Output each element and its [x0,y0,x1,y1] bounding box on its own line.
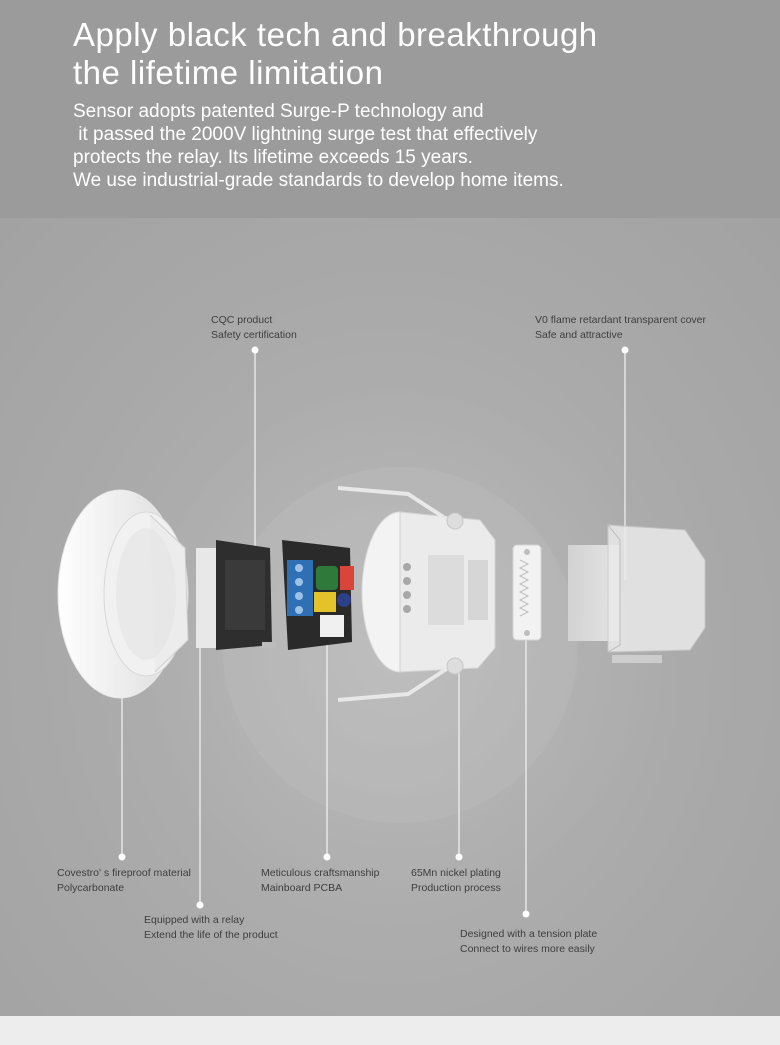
relay-board [196,540,276,650]
callout-tension-line-2: Connect to wires more easily [460,943,595,955]
callout-cover-line-2: Safe and attractive [535,329,623,341]
description-line-3: protects the relay. Its lifetime exceeds 15 years. [73,147,473,168]
callout-relay [144,913,278,943]
callout-plating-line-1: 65Mn nickel plating [411,867,501,879]
leader-dot-cover [622,347,629,354]
callout-material-line-1: Covestro' s fireproof material [57,867,191,879]
callout-material-line-2: Polycarbonate [57,882,125,894]
callout-tension [460,927,597,957]
leader-dot-pcba [324,854,331,861]
description-line-4: We use industrial-grade standards to develop home items. [73,170,564,191]
callout-cqc [211,313,297,343]
leader-dot-relay [197,902,204,909]
description-line-2: it passed the 2000V lightning surge test that effectively [73,124,538,145]
headline-line-2: the lifetime limitation [73,54,384,91]
callout-pcba [261,866,379,896]
callout-relay-line-1: Equipped with a relay [144,914,245,926]
tension-plate [513,545,541,640]
callout-material [57,866,191,896]
callout-tension-line-1: Designed with a tension plate [460,928,598,940]
description-line-1: Sensor adopts patented Surge-P technology and [73,101,484,122]
callout-cover [535,313,706,343]
mainboard-pcba [282,540,354,650]
callout-plating-line-2: Production process [411,882,501,894]
headline-line-1: Apply black tech and breakthrough [73,16,598,53]
callout-cqc-line-1: CQC product [211,314,273,326]
callout-pcba-line-1: Meticulous craftsmanship [261,867,380,879]
leader-dot-cqc [252,347,259,354]
footer-strip [0,1016,780,1045]
callout-relay-line-2: Extend the life of the product [144,929,278,941]
callout-plating [411,866,501,896]
leader-dot-material [119,854,126,861]
leader-dot-plating [456,854,463,861]
callout-cover-line-1: V0 flame retardant transparent cover [535,314,707,326]
callout-cqc-line-2: Safety certification [211,329,297,341]
leader-dot-tension [523,911,530,918]
callout-pcba-line-2: Mainboard PCBA [261,882,343,894]
